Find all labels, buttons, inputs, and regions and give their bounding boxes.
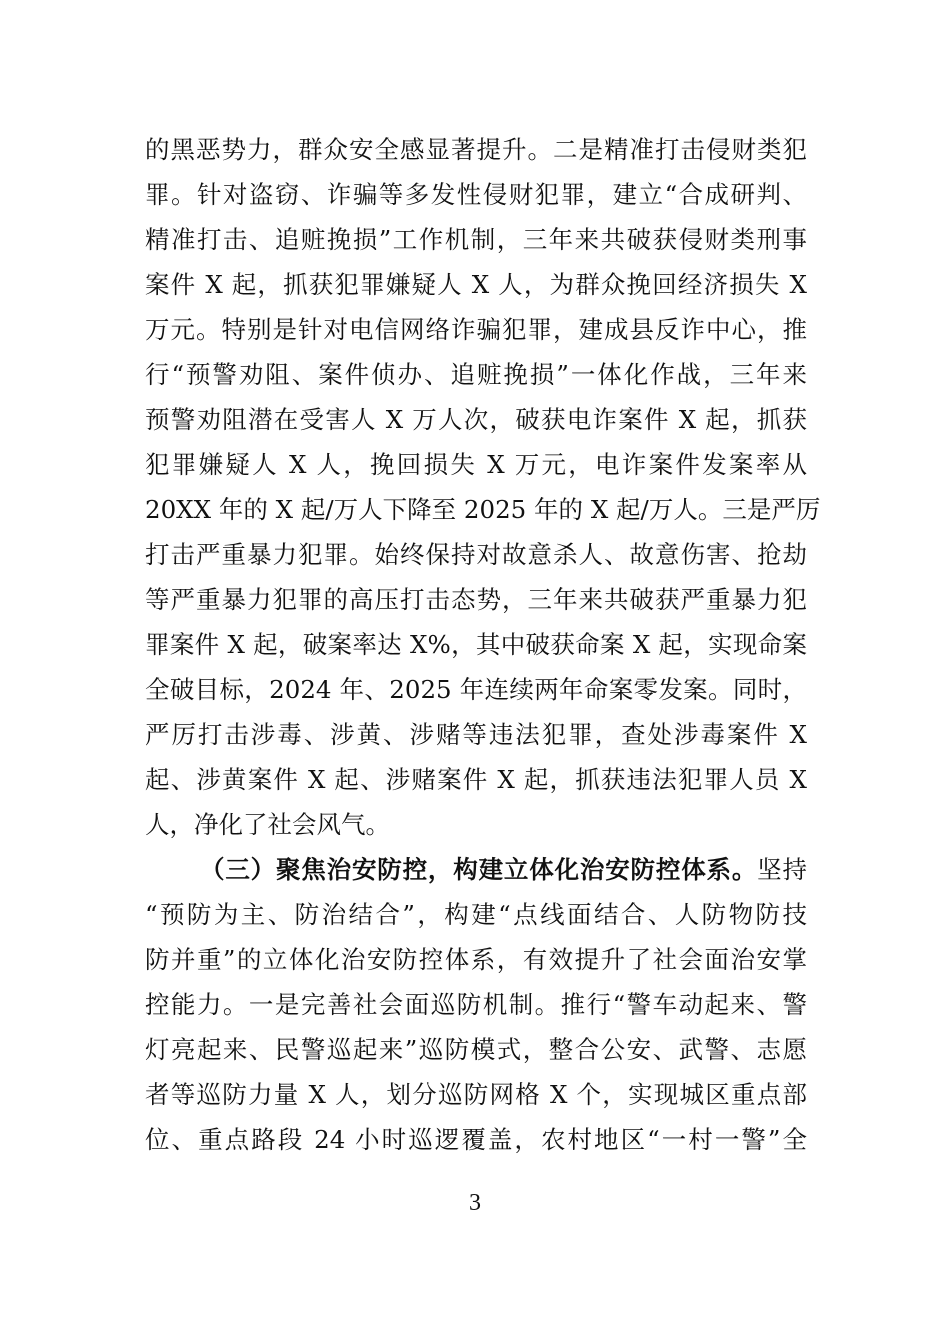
body-text-line: 者等巡防力量 X 人，划分巡防网格 X 个，实现城区重点部 — [145, 1080, 807, 1109]
body-text-line: 全破目标，2024 年、2025 年连续两年命案零发案。同时， — [145, 675, 807, 704]
body-text-line: 起、涉黄案件 X 起、涉赌案件 X 起，抓获违法犯罪人员 X — [145, 765, 807, 794]
body-text-line: 等严重暴力犯罪的高压打击态势，三年来共破获严重暴力犯 — [145, 585, 807, 614]
section-heading-line — [200, 848, 807, 892]
body-text-line: 行“预警劝阻、案件侦办、追赃挽损”一体化作战，三年来 — [145, 360, 807, 389]
body-text-line: “预防为主、防治结合”，构建“点线面结合、人防物防技 — [145, 900, 807, 929]
body-text-line: 万元。特别是针对电信网络诈骗犯罪，建成县反诈中心，推 — [145, 315, 807, 344]
body-text-line: 打击严重暴力犯罪。始终保持对故意杀人、故意伤害、抢劫 — [145, 540, 807, 569]
section-heading-tail: 坚持 — [757, 855, 807, 884]
page-number: 3 — [469, 1190, 481, 1216]
body-text-line: 位、重点路段 24 小时巡逻覆盖，农村地区“一村一警”全 — [145, 1125, 807, 1154]
body-text-line: 严厉打击涉毒、涉黄、涉赌等违法犯罪，查处涉毒案件 X — [145, 720, 807, 749]
body-text-line: 的黑恶势力，群众安全感显著提升。二是精准打击侵财类犯 — [145, 135, 807, 164]
body-text-line: 灯亮起来、民警巡起来”巡防模式，整合公安、武警、志愿 — [145, 1035, 807, 1064]
body-text-line: 控能力。一是完善社会面巡防机制。推行“警车动起来、警 — [145, 990, 807, 1019]
body-text-line: 防并重”的立体化治安防控体系，有效提升了社会面治安掌 — [145, 945, 807, 974]
body-text-line: 精准打击、追赃挽损”工作机制，三年来共破获侵财类刑事 — [145, 225, 807, 254]
body-text-line: 人，净化了社会风气。 — [145, 810, 390, 839]
body-text-line: 罪案件 X 起，破案率达 X%，其中破获命案 X 起，实现命案 — [145, 630, 807, 659]
body-text-line: 预警劝阻潜在受害人 X 万人次，破获电诈案件 X 起，抓获 — [145, 405, 807, 434]
body-text-line: 20XX 年的 X 起/万人下降至 2025 年的 X 起/万人。三是严厉 — [145, 495, 821, 524]
body-text-line: 犯罪嫌疑人 X 人，挽回损失 X 万元，电诈案件发案率从 — [145, 450, 807, 479]
section-heading: （三）聚焦治安防控，构建立体化治安防控体系。 — [200, 855, 758, 884]
body-text-line: 罪。针对盗窃、诈骗等多发性侵财犯罪，建立“合成研判、 — [145, 180, 807, 209]
body-text-line: 案件 X 起，抓获犯罪嫌疑人 X 人，为群众挽回经济损失 X — [145, 270, 807, 299]
